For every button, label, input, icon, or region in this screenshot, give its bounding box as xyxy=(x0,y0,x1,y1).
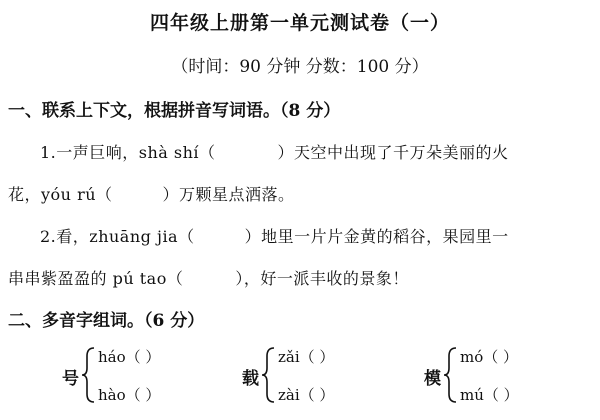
pinyin-answer[interactable]: mú（ ） xyxy=(460,386,519,404)
question-1-text-a: 1.一声巨响，shà shí（ xyxy=(40,143,216,162)
polyphone-char: 模 xyxy=(424,369,441,389)
section-2-heading: 二、多音字组词。（6 分） xyxy=(8,311,205,331)
brace-icon xyxy=(260,346,276,404)
polyphone-char: 号 xyxy=(62,369,79,389)
exam-info: （时间：90 分钟 分数：100 分） xyxy=(171,57,429,77)
question-2-text-d: ），好一派丰收的景象！ xyxy=(235,269,409,288)
question-1-text-b: ）天空中出现了千万朵美丽的火 xyxy=(277,143,509,162)
pinyin-answer[interactable]: háo（ ） xyxy=(98,348,161,366)
question-1-line-2 xyxy=(8,182,295,205)
pinyin-answer[interactable]: zǎi（ ） xyxy=(278,348,335,366)
section-1-heading: 一、联系上下文，根据拼音写词语。（8 分） xyxy=(8,101,341,121)
question-1-line-1 xyxy=(40,140,509,163)
question-2-text-c: 串串紫盈盈的 pú tao（ xyxy=(8,269,184,288)
pinyin-answer[interactable]: zài（ ） xyxy=(278,386,335,404)
question-1-text-c: 花，yóu rú（ xyxy=(8,185,113,204)
question-2-text-a: 2.看，zhuāng jia（ xyxy=(40,227,195,246)
page-title: 四年级上册第一单元测试卷（一） xyxy=(149,12,450,34)
question-2-line-2 xyxy=(8,266,409,289)
polyphone-char: 载 xyxy=(242,369,259,389)
pinyin-answer[interactable]: mó（ ） xyxy=(460,348,519,366)
question-2-line-1 xyxy=(40,224,509,247)
pinyin-answer[interactable]: hào（ ） xyxy=(98,386,161,404)
brace-icon xyxy=(442,346,458,404)
question-1-text-d: ）万颗星点洒落。 xyxy=(162,185,295,204)
question-2-text-b: ）地里一片片金黄的稻谷，果园里一 xyxy=(244,227,509,246)
brace-icon xyxy=(80,346,96,404)
